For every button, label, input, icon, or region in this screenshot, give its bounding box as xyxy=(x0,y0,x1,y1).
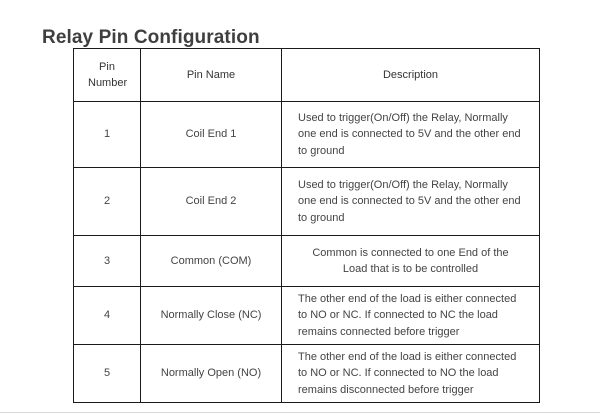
table-row xyxy=(74,287,540,345)
pin-number-cell: 4 xyxy=(74,287,141,345)
pin-number-cell: 1 xyxy=(74,102,141,168)
relay-pin-table xyxy=(73,48,540,403)
table-row xyxy=(74,236,540,287)
table-row xyxy=(74,345,540,403)
table-row xyxy=(74,102,540,168)
description-cell: Used to trigger(On/Off) the Relay, Normally one end is connected to 5V and the other end to ground xyxy=(282,102,540,168)
pin-name-cell: Normally Close (NC) xyxy=(141,287,282,345)
pin-name-cell: Common (COM) xyxy=(141,236,282,287)
pin-number-cell: 2 xyxy=(74,168,141,236)
header-description: Description xyxy=(282,49,540,102)
description-cell: Common is connected to one End of the Load that is to be controlled xyxy=(282,236,540,287)
description-cell: Used to trigger(On/Off) the Relay, Normally one end is connected to 5V and the other end to ground xyxy=(282,168,540,236)
description-cell: The other end of the load is either connected to NO or NC. If connected to NO the load remains disconnected before trigger xyxy=(282,345,540,403)
pin-name-cell: Normally Open (NO) xyxy=(141,345,282,403)
header-pin-name: Pin Name xyxy=(141,49,282,102)
table-row xyxy=(74,168,540,236)
pin-name-cell: Coil End 1 xyxy=(141,102,282,168)
description-cell: The other end of the load is either connected to NO or NC. If connected to NC the load remains connected before trigger xyxy=(282,287,540,345)
table-header-row xyxy=(74,49,540,102)
divider xyxy=(0,412,600,413)
pin-name-cell: Coil End 2 xyxy=(141,168,282,236)
page-title: Relay Pin Configuration xyxy=(42,26,260,48)
pin-number-cell: 5 xyxy=(74,345,141,403)
pin-number-cell: 3 xyxy=(74,236,141,287)
header-pin-number: Pin Number xyxy=(74,49,141,102)
